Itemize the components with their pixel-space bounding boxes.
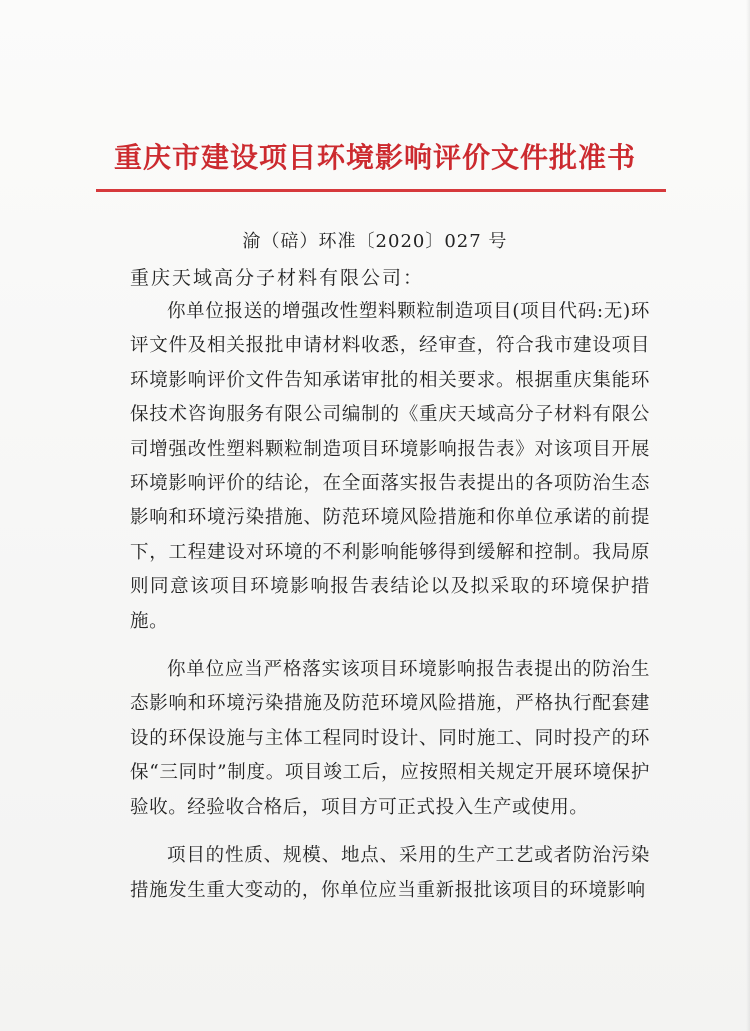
- document-title: 重庆市建设项目环境影响评价文件批准书: [113, 141, 636, 174]
- document-number: 渝（碚）环准〔2020〕027 号: [242, 231, 508, 252]
- document-body: [130, 295, 650, 908]
- paragraph-approval: 你单位报送的增强改性塑料颗粒制造项目(项目代码:无)环评文件及相关报批申请材料收悉，经审查，符合我市建设项目环境影响评价文件告知承诺审批的相关要求。根据重庆集能环保技术咨询服务有限公司编制的《重庆天域高分子材料有限公司增强改性塑料颗粒制造项目环境影响报告表》对该项目开展环境影响评价的结论，在全面落实报告表提出的各项防治生态影响和环境污染措施、防范环境风险措施和你单位承诺的前提下，工程建设对环境的不利影响能够得到缓解和控制。我局原则同意该项目环境影响报告表结论以及拟采取的环境保护措施。: [130, 301, 650, 632]
- paragraph-changes: 项目的性质、规模、地点、采用的生产工艺或者防治污染措施发生重大变动的，你单位应当重新报批该项目的环境影响: [130, 845, 650, 901]
- paragraph-requirements: 你单位应当严格落实该项目环境影响报告表提出的防治生态影响和环境污染措施及防范环境风险措施，严格执行配套建设的环保设施与主体工程同时设计、同时施工、同时投产的环保“三同时”制度。项目竣工后，应按照相关规定开展环境保护验收。经验收合格后，项目方可正式投入生产或使用。: [130, 659, 650, 818]
- title-red-rule: [96, 189, 666, 192]
- scan-edge-shadow: [746, 0, 750, 1031]
- recipient-line: 重庆天域高分子材料有限公司：: [130, 267, 425, 289]
